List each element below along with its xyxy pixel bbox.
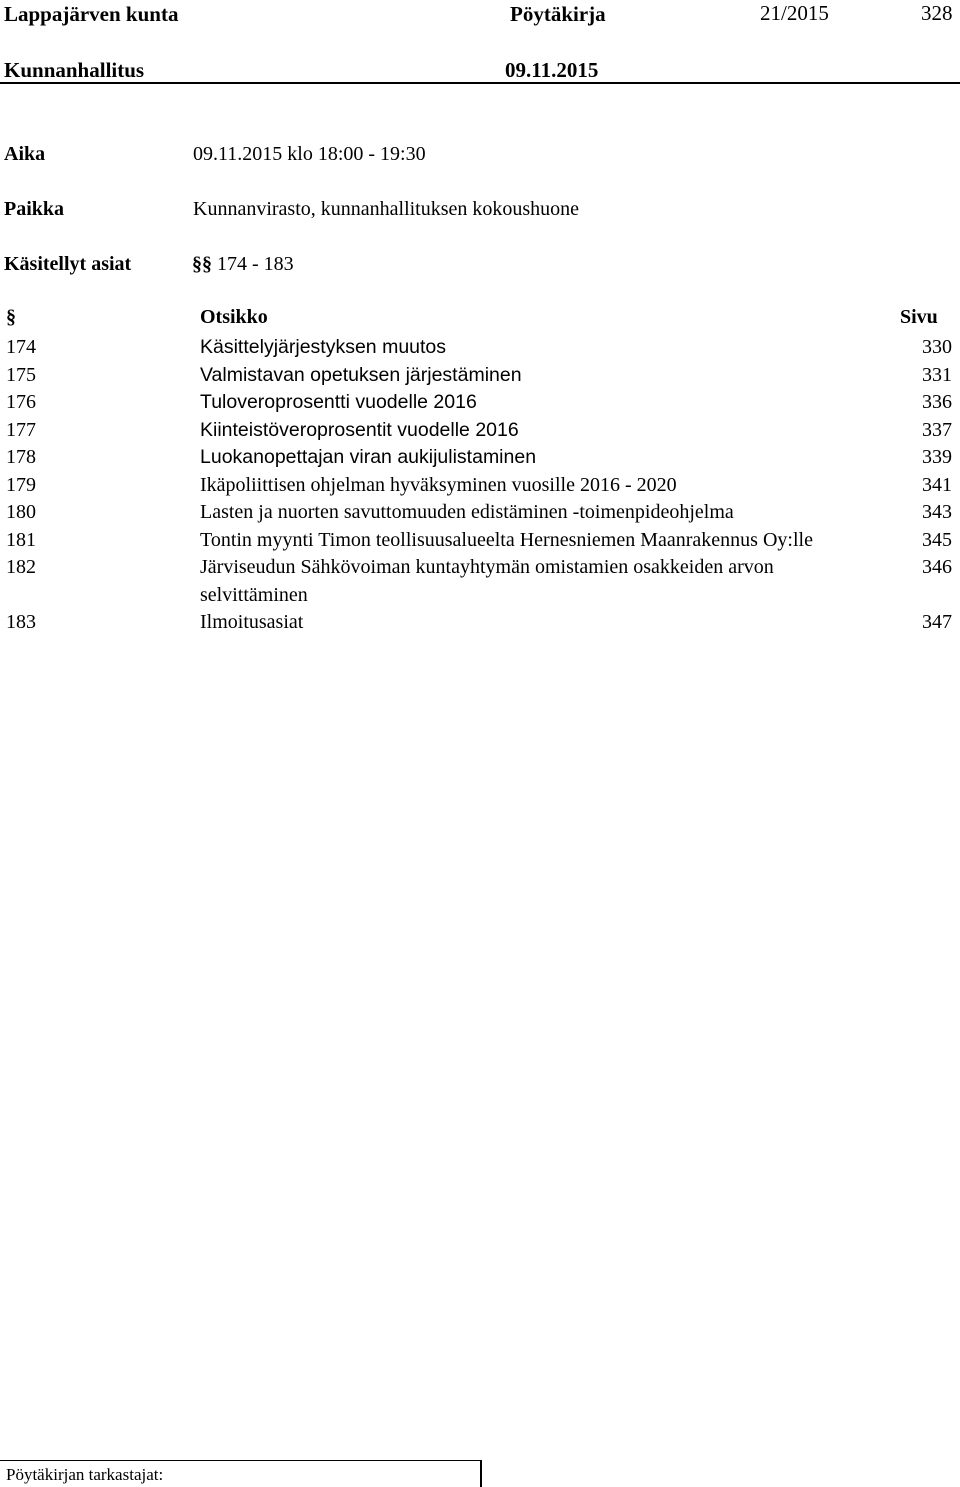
toc-row (0, 444, 960, 472)
toc-title-header: Otsikko (200, 306, 268, 328)
section-number: 176 (6, 391, 36, 413)
section-number: 178 (6, 446, 36, 468)
section-page: 337 (922, 418, 952, 441)
section-page: 336 (922, 391, 952, 413)
governing-body: Kunnanhallitus (4, 58, 145, 82)
section-number: 180 (6, 501, 36, 523)
handled-range: 174 - 183 (217, 253, 294, 275)
municipality-name: Lappajärven kunta (4, 2, 179, 26)
section-number: 182 (6, 556, 36, 578)
section-title: Tuloveroprosentti vuodelle 2016 (200, 391, 477, 413)
section-page: 331 (922, 363, 952, 386)
toc-header (0, 306, 960, 334)
section-title: Järviseudun Sähkövoiman kuntayhtymän omistamien osakkeiden arvon selvittäminen (200, 556, 774, 606)
time-value: 09.11.2015 klo 18:00 - 19:30 (193, 143, 426, 165)
section-sign-icon: §§ (192, 253, 212, 275)
header-rule (0, 82, 960, 84)
document-header (0, 0, 960, 84)
page-number: 328 (921, 1, 953, 25)
handled-items-label: Käsitellyt asiat (4, 253, 132, 275)
section-page: 339 (922, 446, 952, 468)
section-page: 330 (922, 336, 952, 358)
reviewers-label: Pöytäkirjan tarkastajat: (6, 1465, 164, 1484)
document-number: 21/2015 (760, 1, 829, 25)
section-number: 177 (6, 418, 36, 441)
toc-row (0, 472, 960, 500)
toc-row (0, 609, 960, 637)
section-title: Käsittelyjärjestyksen muutos (200, 336, 447, 358)
time-label: Aika (4, 143, 46, 165)
handled-items-value (192, 253, 294, 276)
section-page: 346 (922, 556, 952, 578)
section-title: Kiinteistöveroprosentit vuodelle 2016 (200, 418, 519, 441)
toc-row (0, 527, 960, 555)
section-number: 175 (6, 363, 36, 386)
section-title: Ikäpoliittisen ohjelman hyväksyminen vuosille 2016 - 2020 (200, 473, 677, 496)
toc-row (0, 417, 960, 445)
section-number: 183 (6, 611, 36, 633)
section-title: Ilmoitusasiat (200, 611, 304, 633)
section-title: Lasten ja nuorten savuttomuuden edistäminen -toimenpideohjelma (200, 501, 734, 523)
section-title: Valmistavan opetuksen järjestäminen (200, 363, 522, 386)
toc-row (0, 499, 960, 527)
section-number: 174 (6, 336, 36, 358)
place-label: Paikka (4, 198, 65, 220)
section-title: Tontin myynti Timon teollisuusalueelta Hernesniemen Maanrakennus Oy:lle (200, 528, 813, 551)
toc-page-header: Sivu (900, 306, 938, 328)
header-date: 09.11.2015 (505, 58, 599, 82)
section-page: 343 (922, 501, 952, 523)
place-value: Kunnanvirasto, kunnanhallituksen kokoushuone (193, 198, 580, 220)
toc-row (0, 334, 960, 362)
section-page: 347 (922, 611, 952, 633)
reviewers-box (0, 1460, 482, 1487)
section-title: Luokanopettajan viran aukijulistaminen (200, 446, 537, 468)
toc-row (0, 554, 960, 609)
toc-row (0, 362, 960, 390)
section-number: 179 (6, 473, 36, 496)
section-page: 341 (922, 473, 952, 496)
section-number: 181 (6, 528, 36, 551)
section-page: 345 (922, 528, 952, 551)
toc-list (0, 334, 960, 637)
toc-row (0, 389, 960, 417)
section-sign-icon: § (6, 306, 16, 328)
document-type: Pöytäkirja (510, 2, 606, 26)
